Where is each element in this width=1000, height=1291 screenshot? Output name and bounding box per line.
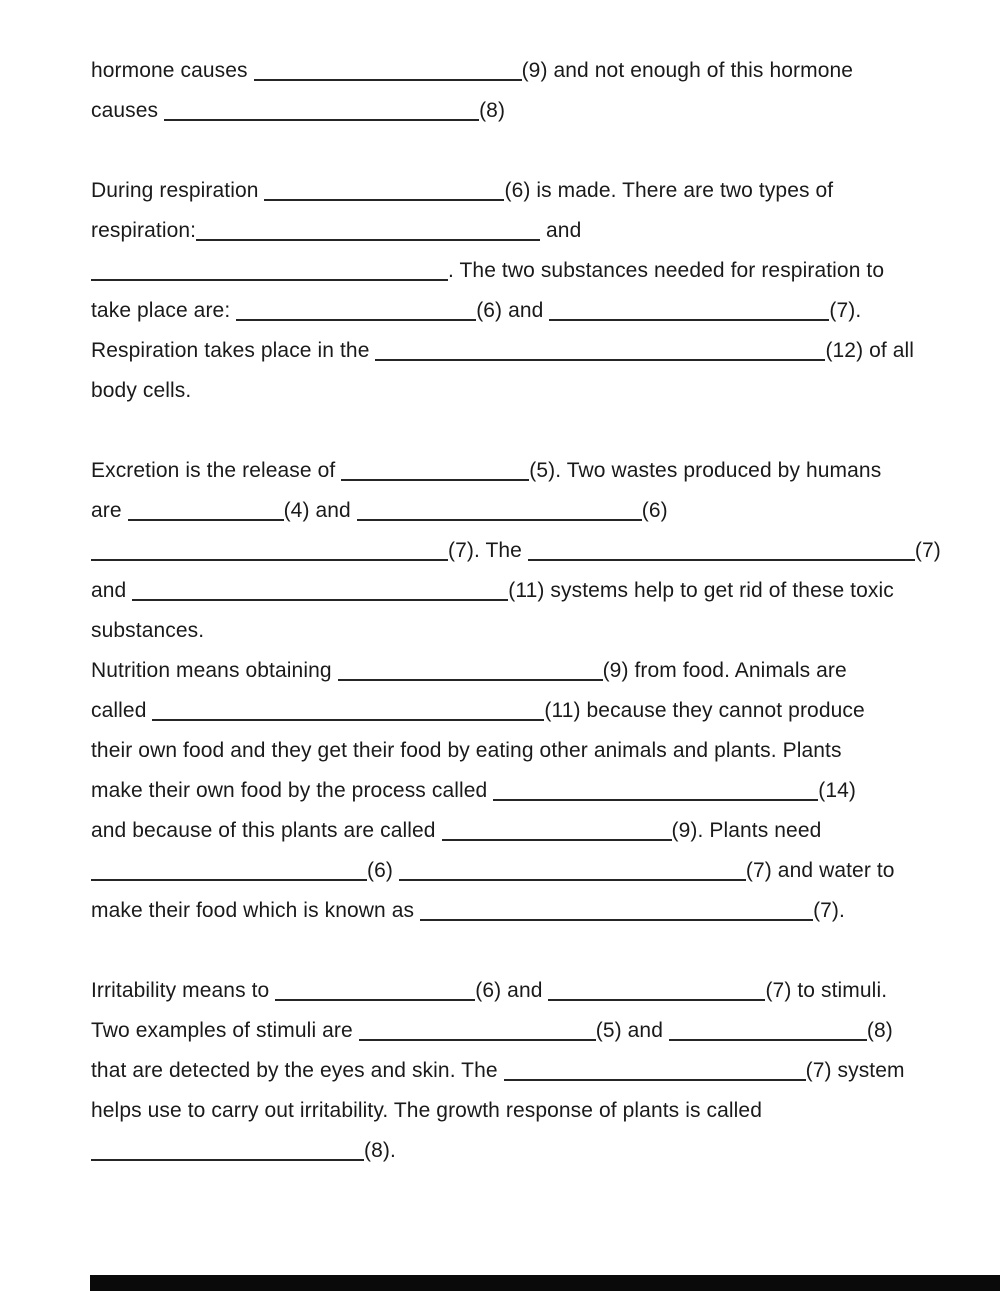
text-run: Nutrition means obtaining	[91, 659, 338, 682]
text-run: (14)	[818, 779, 856, 802]
text-run: causes	[91, 99, 165, 122]
text-line	[91, 1091, 960, 1131]
text-run: Two examples of stimuli are	[91, 1019, 359, 1042]
text-run: (7).	[829, 299, 862, 322]
text-line	[91, 491, 960, 531]
fill-in-blank[interactable]	[375, 349, 825, 361]
text-run: (6)	[367, 859, 399, 882]
text-run: body cells.	[91, 379, 192, 402]
text-run: their own food and they get their food by eating other animals and plants. Plants	[91, 739, 842, 762]
text-run: (11) because they cannot produce	[544, 699, 865, 722]
text-line	[91, 771, 960, 811]
text-line	[91, 171, 960, 211]
text-run: (6) and	[476, 299, 550, 322]
text-run: Excretion is the release of	[91, 459, 342, 482]
text-line	[91, 971, 960, 1011]
text-run: (11) systems help to get rid of these toxic	[508, 579, 894, 602]
text-line	[91, 691, 960, 731]
paragraph-gap	[91, 411, 960, 451]
text-run: (4) and	[283, 499, 357, 522]
fill-in-blank[interactable]	[91, 869, 367, 881]
text-line	[91, 531, 960, 571]
fill-in-blank[interactable]	[264, 189, 504, 201]
fill-in-blank[interactable]	[549, 309, 829, 321]
fill-in-blank[interactable]	[528, 549, 915, 561]
text-run: (8)	[866, 1019, 893, 1042]
fill-in-blank[interactable]	[91, 1149, 364, 1161]
text-run: (9) from food. Animals are	[602, 659, 847, 682]
text-run: (8).	[364, 1139, 396, 1162]
text-run: (5). Two wastes produced by humans	[529, 459, 882, 482]
fill-in-blank[interactable]	[91, 269, 448, 281]
paragraph-gap	[91, 131, 960, 171]
text-run: make their food which is known as	[91, 899, 421, 922]
text-run: are	[91, 499, 128, 522]
text-run: and	[91, 579, 133, 602]
text-run: (6)	[641, 499, 668, 522]
text-run: that are detected by the eyes and skin. The	[91, 1059, 504, 1082]
text-line	[91, 611, 960, 651]
text-line	[91, 451, 960, 491]
fill-in-blank[interactable]	[504, 1069, 806, 1081]
text-run: (12) of all	[825, 339, 915, 362]
fill-in-blank[interactable]	[338, 669, 603, 681]
text-run: helps use to carry out irritability. The growth response of plants is called	[91, 1099, 762, 1122]
text-run: substances.	[91, 619, 205, 642]
text-line	[91, 651, 960, 691]
fill-in-blank[interactable]	[275, 989, 475, 1001]
fill-in-blank[interactable]	[152, 709, 544, 721]
text-line	[91, 251, 960, 291]
text-run: respiration:	[91, 219, 197, 242]
text-line	[91, 211, 960, 251]
text-line	[91, 731, 960, 771]
text-run: During respiration	[91, 179, 265, 202]
fill-in-blank[interactable]	[254, 69, 522, 81]
fill-in-blank[interactable]	[132, 589, 508, 601]
text-run: (6) and	[475, 979, 549, 1002]
text-run: (7). The	[448, 539, 528, 562]
fill-in-blank[interactable]	[164, 109, 479, 121]
text-run: (7) system	[805, 1059, 905, 1082]
fill-in-blank[interactable]	[341, 469, 529, 481]
fill-in-blank[interactable]	[128, 509, 284, 521]
text-run: hormone causes	[91, 59, 254, 82]
text-line	[91, 331, 960, 371]
text-run: and	[540, 219, 582, 242]
fill-in-blank[interactable]	[359, 1029, 596, 1041]
text-run: Respiration takes place in the	[91, 339, 376, 362]
worksheet-page	[91, 51, 960, 1171]
text-line	[91, 91, 960, 131]
text-line	[91, 1051, 960, 1091]
fill-in-blank[interactable]	[236, 309, 476, 321]
next-page-edge	[90, 1275, 1000, 1291]
text-run: called	[91, 699, 153, 722]
text-run: . The two substances needed for respiration to	[448, 259, 885, 282]
text-run: (9) and not enough of this hormone	[521, 59, 854, 82]
text-run: make their own food by the process called	[91, 779, 494, 802]
text-line	[91, 1011, 960, 1051]
fill-in-blank[interactable]	[548, 989, 765, 1001]
fill-in-blank[interactable]	[357, 509, 642, 521]
text-line	[91, 851, 960, 891]
text-run: (7).	[813, 899, 845, 922]
text-run: (7)	[914, 539, 941, 562]
text-line	[91, 891, 960, 931]
text-line	[91, 811, 960, 851]
text-run: (7) to stimuli.	[765, 979, 888, 1002]
fill-in-blank[interactable]	[196, 229, 540, 241]
text-line	[91, 1131, 960, 1171]
text-run: (5) and	[595, 1019, 669, 1042]
text-run: (7) and water to	[745, 859, 895, 882]
text-line	[91, 291, 960, 331]
fill-in-blank[interactable]	[493, 789, 818, 801]
text-run: Irritability means to	[91, 979, 276, 1002]
text-run: (8)	[479, 99, 506, 122]
text-run: take place are:	[91, 299, 237, 322]
text-line	[91, 371, 960, 411]
text-run: (9). Plants need	[671, 819, 822, 842]
text-run: (6) is made. There are two types of	[504, 179, 834, 202]
text-run: and because of this plants are called	[91, 819, 442, 842]
fill-in-blank[interactable]	[91, 549, 448, 561]
paragraph-gap	[91, 931, 960, 971]
text-line	[91, 51, 960, 91]
fill-in-blank[interactable]	[420, 909, 813, 921]
text-line	[91, 571, 960, 611]
fill-in-blank[interactable]	[399, 869, 746, 881]
fill-in-blank[interactable]	[669, 1029, 867, 1041]
fill-in-blank[interactable]	[442, 829, 672, 841]
